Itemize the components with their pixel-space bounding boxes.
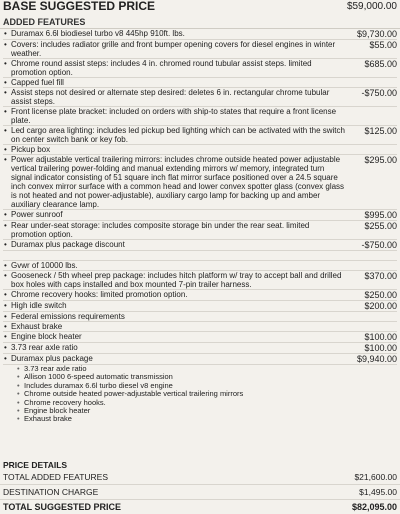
destination-charge-row bbox=[0, 485, 400, 500]
feature-item bbox=[3, 29, 397, 40]
feature-item bbox=[3, 145, 397, 155]
feature-item bbox=[3, 271, 397, 290]
base-price-label: BASE SUGGESTED PRICE bbox=[3, 0, 156, 13]
feature-description bbox=[3, 251, 357, 260]
destination-charge-label: DESTINATION CHARGE bbox=[3, 486, 99, 497]
feature-price: $55.00 bbox=[369, 40, 397, 50]
total-suggested-price-value: $82,095.00 bbox=[351, 501, 397, 512]
feature-description: • Duramax plus package discount bbox=[3, 240, 357, 249]
feature-item bbox=[3, 221, 397, 240]
feature-item bbox=[3, 88, 397, 107]
price-details-heading: PRICE DETAILS bbox=[3, 459, 68, 470]
total-suggested-price-row bbox=[0, 500, 400, 514]
base-price-row bbox=[0, 0, 400, 13]
feature-description: • High idle switch bbox=[3, 301, 357, 310]
feature-price: $370.00 bbox=[364, 271, 397, 281]
feature-price: $100.00 bbox=[364, 332, 397, 342]
package-content-item: • Chrome outside heated power-adjustable vertical trailering mirrors bbox=[17, 390, 397, 398]
feature-description: • Led cargo area lighting: includes led pickup bed lighting which can be activated with the switch on center switch bank or key fob. bbox=[3, 126, 357, 144]
feature-description: • Pickup box bbox=[3, 145, 357, 154]
feature-price: $100.00 bbox=[364, 343, 397, 353]
feature-price: $250.00 bbox=[364, 290, 397, 300]
feature-price: $200.00 bbox=[364, 301, 397, 311]
feature-description: • 3.73 rear axle ratio bbox=[3, 343, 357, 352]
feature-item bbox=[3, 78, 397, 88]
added-features-list bbox=[0, 29, 400, 424]
package-content-item: • Engine block heater bbox=[17, 407, 397, 415]
feature-description: • Power sunroof bbox=[3, 210, 357, 219]
feature-item bbox=[3, 332, 397, 343]
feature-item bbox=[3, 343, 397, 354]
feature-description: • Covers: includes radiator grille and front bumper opening covers for diesel engines in winter weather. bbox=[3, 40, 357, 58]
feature-description: • Assist steps not desired or alternate step desired: deletes 6 in. rectangular chrome tubular assist steps. bbox=[3, 88, 357, 106]
feature-description: • Gvwr of 10000 lbs. bbox=[3, 261, 357, 270]
feature-description: • Front license plate bracket: included on orders with ship-to states that require a front license plate. bbox=[3, 107, 357, 125]
feature-description: • Gooseneck / 5th wheel prep package: includes hitch platform w/ tray to accept ball and drilled box holes with caps installed and box mounted 7-pin trailer harness. bbox=[3, 271, 357, 289]
feature-price: $995.00 bbox=[364, 210, 397, 220]
feature-description: • Power adjustable vertical trailering mirrors: includes chrome outside heated power adjustable vertical trailering power-folding and manual extending mirrors w/ memory, integrated turn signal indicator consisting of 51 square inch flat mirror surface positioned over a 24.5 square inch convex mirror surface with a common head and lower convex spotter glass (convex glass is not heated and not power-adjustable), auxiliary cargo lamp for backing up and amber auxiliary clearance lamp. bbox=[3, 155, 357, 209]
total-added-features-label: TOTAL ADDED FEATURES bbox=[3, 471, 109, 482]
feature-price: $9,730.00 bbox=[356, 29, 397, 39]
destination-charge-value: $1,495.00 bbox=[359, 486, 397, 497]
feature-item bbox=[3, 107, 397, 126]
feature-price: $125.00 bbox=[364, 126, 397, 136]
feature-description: • Duramax 6.6l biodiesel turbo v8 445hp 910ft. lbs. bbox=[3, 29, 357, 38]
added-features-heading: ADDED FEATURES bbox=[0, 17, 400, 29]
feature-item bbox=[3, 312, 397, 322]
feature-item bbox=[3, 40, 397, 59]
feature-item bbox=[3, 59, 397, 78]
feature-description: • Duramax plus package bbox=[3, 354, 357, 363]
package-content-item: • Includes duramax 6.6l turbo diesel v8 engine bbox=[17, 382, 397, 390]
feature-description: • Federal emissions requirements bbox=[3, 312, 357, 321]
total-suggested-price-label: TOTAL SUGGESTED PRICE bbox=[3, 501, 122, 512]
package-content-item: • 3.73 rear axle ratio bbox=[17, 365, 397, 373]
package-contents bbox=[3, 365, 397, 424]
feature-item bbox=[3, 322, 397, 332]
base-price-value: $59,000.00 bbox=[346, 1, 397, 12]
package-content-item: • Allison 1000 6-speed automatic transmission bbox=[17, 373, 397, 381]
feature-description: • Chrome recovery hooks: limited promotion option. bbox=[3, 290, 357, 299]
feature-item bbox=[3, 301, 397, 312]
feature-price: -$750.00 bbox=[361, 240, 397, 250]
package-content-item: • Exhaust brake bbox=[17, 415, 397, 423]
feature-description: • Chrome round assist steps: includes 4 in. chromed round tubular assist steps. limited promotion option. bbox=[3, 59, 357, 77]
feature-item bbox=[3, 210, 397, 221]
feature-description: • Capped fuel fill bbox=[3, 78, 357, 87]
package-contents-list bbox=[3, 365, 397, 424]
feature-description: • Engine block heater bbox=[3, 332, 357, 341]
feature-price: $255.00 bbox=[364, 221, 397, 231]
feature-item bbox=[3, 155, 397, 210]
feature-item bbox=[3, 126, 397, 145]
feature-price: -$750.00 bbox=[361, 88, 397, 98]
feature-description: • Rear under-seat storage: includes composite storage bin under the rear seat. limited promotion option. bbox=[3, 221, 357, 239]
total-added-features-row bbox=[0, 470, 400, 485]
total-added-features-value: $21,600.00 bbox=[354, 471, 397, 482]
feature-description: • Exhaust brake bbox=[3, 322, 357, 331]
feature-price: $9,940.00 bbox=[356, 354, 397, 364]
feature-item bbox=[3, 251, 397, 261]
feature-item bbox=[3, 240, 397, 251]
package-content-item: • Chrome recovery hooks. bbox=[17, 399, 397, 407]
feature-item bbox=[3, 290, 397, 301]
feature-price: $295.00 bbox=[364, 155, 397, 165]
feature-price: $685.00 bbox=[364, 59, 397, 69]
feature-item bbox=[3, 261, 397, 271]
